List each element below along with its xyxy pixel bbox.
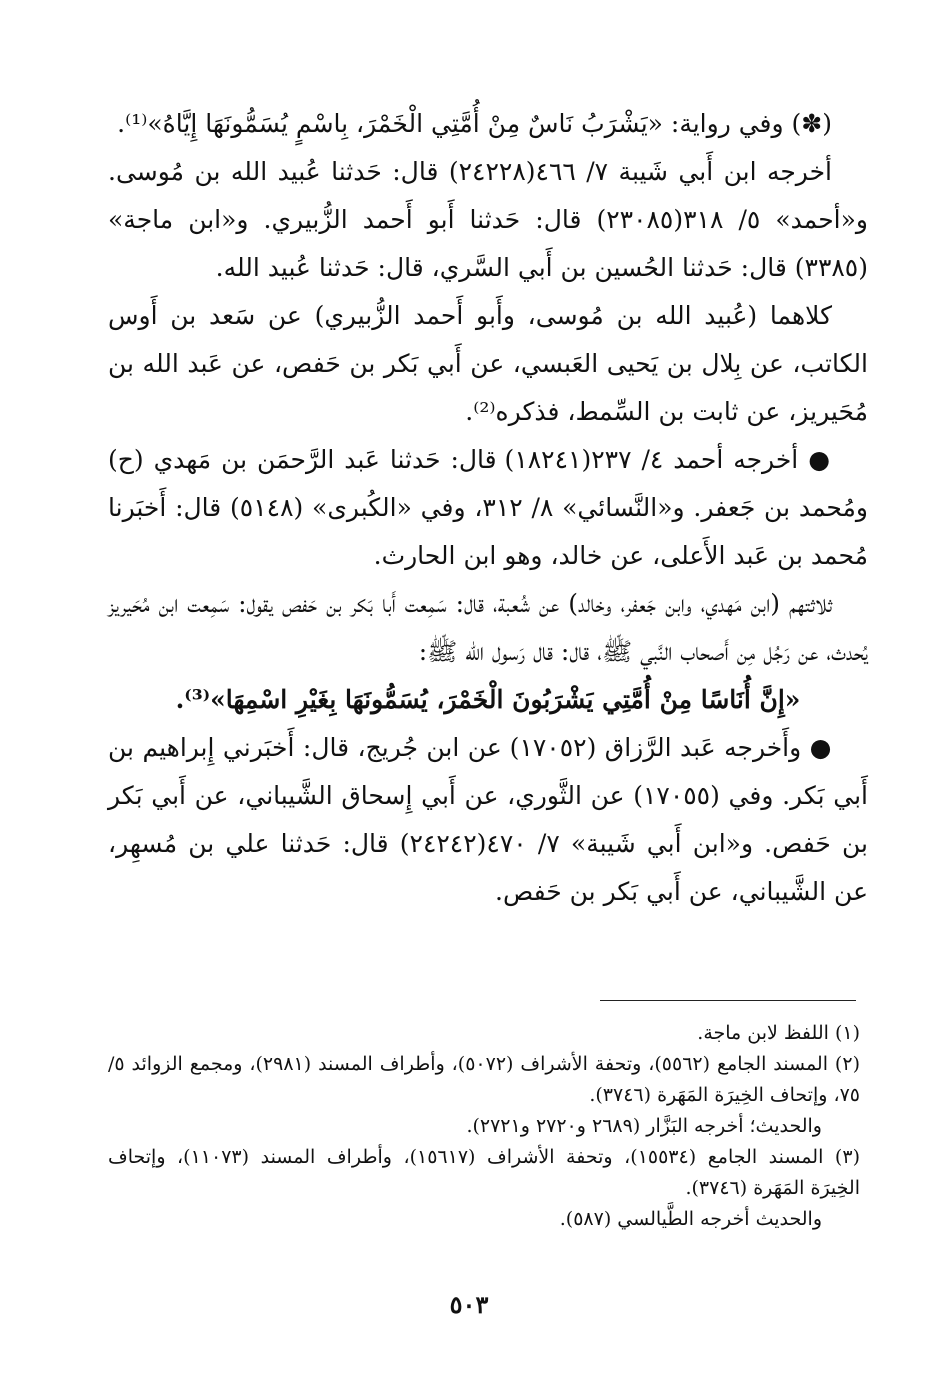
takhrij-paragraph-2: ● أخرجه أحمد ٤/ ٢٣٧(١٨٢٤١) قال: حَدثنا عَبد الرَّحمَن بن مَهدي (ح) ومُحمد بن جَعفر. و«النَّسائي» ٨/ ٣١٢، وفي «الكُبرى» (٥١٤٨) قال: أَخبَرنا مُحمد بن عَبد الأَعلى، عن خالد، وهو ابن الحارث. xyxy=(108,445,868,570)
footnote-3: (٣) المسند الجامع (١٥٥٣٤)، وتحفة الأشراف (١٥٦١٧)، وأطراف المسند (١١٠٧٣)، وإتحاف الخِيرَة المَهَرة (٣٧٤٦). xyxy=(108,1146,860,1199)
footnote-3-note: والحديث أخرجه الطَّيالسي (٥٨٧). xyxy=(559,1208,822,1230)
footnotes xyxy=(108,1018,860,1235)
isnad-paragraph-2: ثلاثتهم (ابن مَهدي، وابن جَعفر، وخالد) عن شُعبة، قال: سَمِعت أَبا بَكر بن حَفص يقول: سَمِعت ابن مُحَيريز يُحدث، عن رَجُل مِن أَصحاب النَّبي ﷺ، قال: قال رَسول الله ﷺ: xyxy=(108,589,868,666)
footnote-2-note: والحديث؛ أخرجه البَزَّار (٢٦٨٩ و٢٧٢٠ و٢٧٢١). xyxy=(466,1115,822,1137)
takhrij-paragraph-3: ● وأَخرجه عَبد الرَّزاق (١٧٠٥٢) عن ابن جُريج، قال: أَخبَرني إِبراهيم بن أَبي بَكر. وفي (١٧٠٥٥) عن الثَّوري، عن أَبي إِسحاق الشَّيباني، عن أَبي بَكر بن حَفص. و«ابن أَبي شَيبة» ٧/ ٤٧٠(٢٤٢٤٢) قال: حَدثنا علي بن مُسهِر، عن الشَّيباني، عن أَبي بَكر بن حَفص. xyxy=(108,733,869,906)
footnote-2: (٢) المسند الجامع (٥٥٦٢)، وتحفة الأشراف (٥٠٧٢)، وأطراف المسند (٢٩٨١)، ومجمع الزوائد ٥/ ٧٥، وإتحاف الخِيرَة المَهَرة (٣٧٤٦). xyxy=(108,1053,860,1106)
footnote-separator xyxy=(600,1000,856,1001)
page-number: ٥٠٣ xyxy=(449,1290,489,1319)
isnad-paragraph-1: كلاهما (عُبيد الله بن مُوسى، وأَبو أَحمد الزُّبيري) عن سَعد بن أَوس الكاتب، عن بِلال بن يَحيى العَبسي، عن أَبي بَكر بن حَفص، عن عَبد الله بن مُحَيريز، عن ثابت بن السِّمط، فذكره⁽²⁾. xyxy=(108,301,868,426)
narration-variant: (✽) وفي رواية: «يَشْرَبُ نَاسٌ مِنْ أُمَّتِي الْخَمْرَ، بِاسْمٍ يُسَمُّونَهَا إِيَّاهُ»⁽¹⁾. xyxy=(117,109,832,138)
main-text xyxy=(108,100,868,916)
takhrij-paragraph-1: أخرجه ابن أَبي شَيبة ٧/ ٤٦٦(٢٤٢٢٨) قال: حَدثنا عُبيد الله بن مُوسى. و«أحمد» ٥/ ٣١٨(٢٣٠٨٥) قال: حَدثنا أَبو أَحمد الزُّبيري. و«ابن ماجة» (٣٣٨٥) قال: حَدثنا الحُسين بن أَبي السَّري، قال: حَدثنا عُبيد الله. xyxy=(108,157,868,282)
footnote-1: (١) اللفظ لابن ماجة. xyxy=(697,1022,860,1044)
hadith-text: «إِنَّ أُنَاسًا مِنْ أُمَّتِي يَشْرَبُونَ الْخَمْرَ، يُسَمُّونَهَا بِغَيْرِ اسْمِهَا»⁽³⁾. xyxy=(175,685,801,714)
